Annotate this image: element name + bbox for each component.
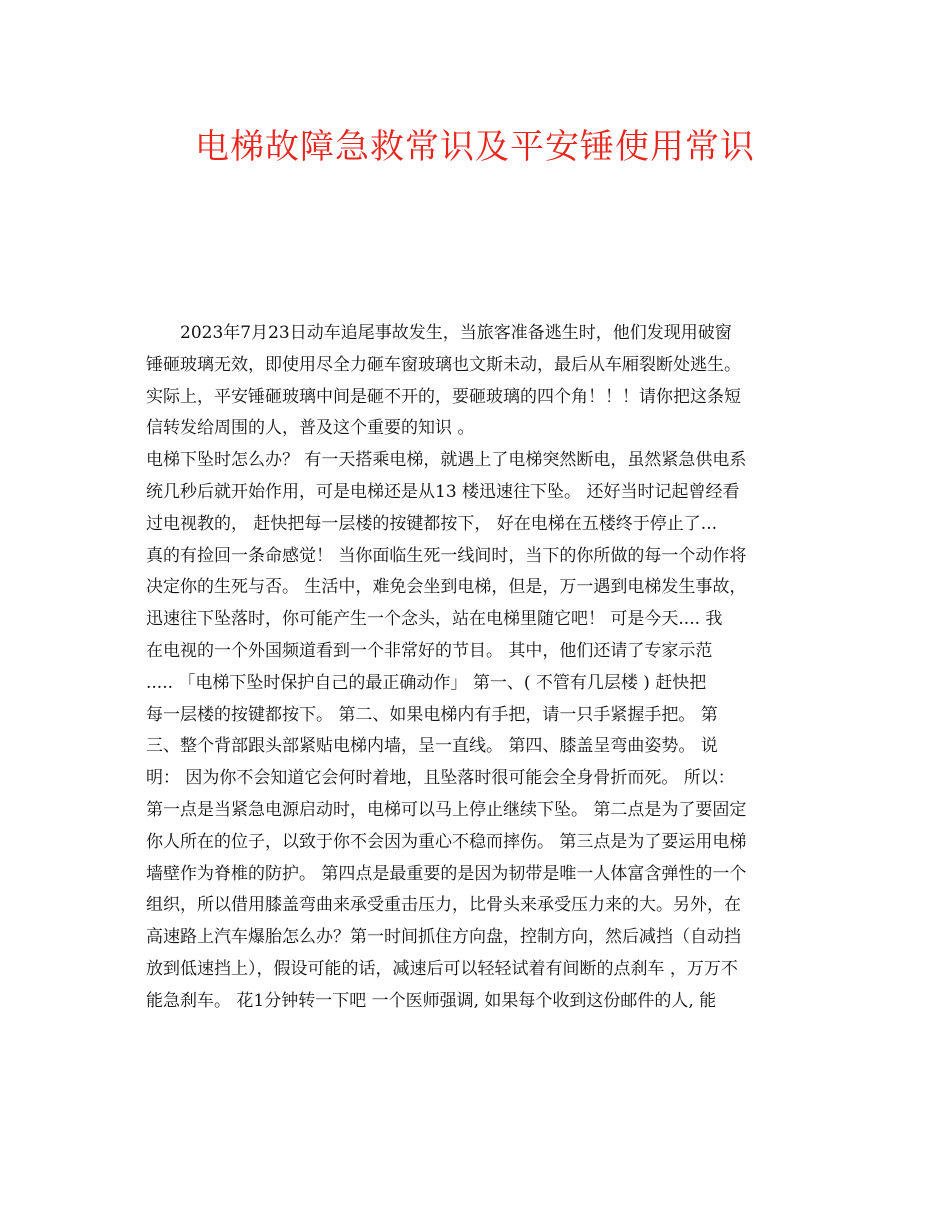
paragraph-line: 放到低速挡上），假设可能的话，减速后可以轻轻试着有间断的点刹车 ，万万不 <box>146 958 738 979</box>
paragraph-line: 三、整个背部跟头部紧贴电梯内墙，呈一直线。 第四、膝盖呈弯曲姿势。 说 <box>146 736 718 757</box>
paragraph-line: 高速路上汽车爆胎怎么办？第一时间抓住方向盘，控制方向，然后减挡（自动挡 <box>146 927 741 948</box>
paragraph-line: 统几秒后就开始作用，可是电梯还是从13 楼迅速往下坠。 还好当时记起曾经看 <box>146 481 740 502</box>
paragraph-line: 墙壁作为脊椎的防护。 第四点是最重要的是因为韧带是唯一人体富含弹性的一个 <box>146 863 747 884</box>
paragraph-line: 决定你的生死与否。 生活中，难免会坐到电梯，但是，万一遇到电梯发生事故， <box>146 577 747 598</box>
paragraph-line: 组织，所以借用膝盖弯曲来承受重击压力，比骨头来承受压力来的大。另外，在 <box>146 895 741 916</box>
document-title: 电梯故障急救常识及平安锤使用常识 <box>195 127 755 167</box>
paragraph-line: ..... 「电梯下坠时保护自己的最正确动作」 第一、( 不管有几层楼 ) 赶快把 <box>146 672 707 693</box>
paragraph-line: 电梯下坠时怎么办？ 有一天搭乘电梯，就遇上了电梯突然断电，虽然紧急供电系 <box>146 450 747 471</box>
paragraph-line: 明： 因为你不会知道它会何时着地，且坠落时很可能会全身骨折而死。 所以： <box>146 768 735 789</box>
paragraph-line: 能急刹车。 花1分钟转一下吧 一个医师强调, 如果每个收到这份邮件的人, 能 <box>146 990 717 1011</box>
paragraph-line: 你人所在的位子，以致于你不会因为重心不稳而摔伤。 第三点是为了要运用电梯 <box>146 831 747 852</box>
paragraph-line: 2023年7月23日动车追尾事故发生，当旅客准备逃生时，他们发现用破窗 <box>146 323 732 343</box>
paragraph-line: 每一层楼的按键都按下。 第二、如果电梯内有手把，请一只手紧握手把。 第 <box>146 704 718 725</box>
paragraph-line: 在电视的一个外国频道看到一个非常好的节目。 其中，他们还请了专家示范 <box>146 640 713 661</box>
paragraph-line: 锤砸玻璃无效，即使用尽全力砸车窗玻璃也文斯未动，最后从车厢裂断处逃生。 <box>146 354 741 375</box>
paragraph-line: 信转发给周围的人，普及这个重要的知识 。 <box>146 418 475 439</box>
paragraph-line: 迅速往下坠落时，你可能产生一个念头，站在电梯里随它吧！ 可是今天.... 我 <box>146 609 723 630</box>
paragraph-line: 实际上，平安锤砸玻璃中间是砸不开的，要砸玻璃的四个角！！！请你把这条短 <box>146 386 741 407</box>
paragraph-line: 真的有捡回一条命感觉！ 当你面临生死一线间时，当下的你所做的每一个动作将 <box>146 545 747 566</box>
paragraph-line: 第一点是当紧急电源启动时，电梯可以马上停止继续下坠。 第二点是为了要固定 <box>146 799 747 820</box>
paragraph-line: 过电视教的， 赶快把每一层楼的按键都按下， 好在电梯在五楼终于停止了... <box>146 513 718 534</box>
document-body <box>146 318 806 1018</box>
